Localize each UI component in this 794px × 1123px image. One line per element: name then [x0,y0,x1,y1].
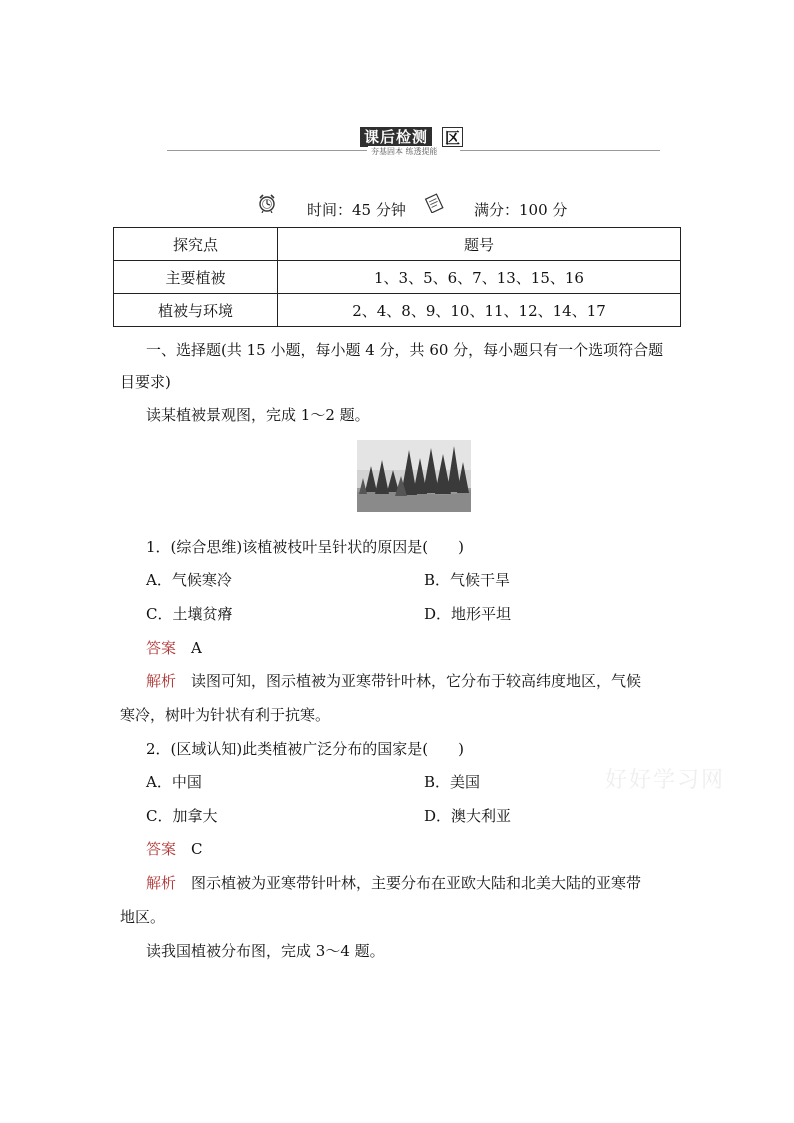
question-group-intro: 读某植被景观图，完成 1～2 题。 [146,406,370,424]
answer-label: 答案 [146,639,177,657]
table-cell: 主要植被 [114,261,278,294]
header-rule-right [460,150,660,151]
section-subtitle: 夯基固本 练透提能 [368,146,441,157]
section-instruction: 一、选择题(共 15 小题，每小题 4 分，共 60 分，每小题只有一个选项符合题 [146,341,664,359]
table-cell: 2、4、8、9、10、11、12、14、17 [278,294,681,327]
q2-option-b: B．美国 [424,773,481,791]
exam-paper-icon [424,193,444,213]
q2-analysis-cont: 地区。 [120,908,166,926]
answer-value: C [191,840,203,858]
q2-answer [146,838,203,859]
question-group-intro-2: 读我国植被分布图，完成 3～4 题。 [146,942,385,960]
full-score: 满分：100 分 [474,201,568,219]
answer-label: 答案 [146,840,177,858]
analysis-label: 解析 [146,672,177,690]
q1-option-c: C．土壤贫瘠 [146,605,233,623]
analysis-label: 解析 [146,874,177,892]
section-badge-tail: 区 [442,127,463,147]
section-instruction-cont: 目要求) [120,373,171,391]
q1-answer [146,637,202,658]
coniferous-forest-photo [357,440,471,512]
q1-analysis [146,670,641,691]
table-header-cell: 题号 [278,228,681,261]
table-cell: 植被与环境 [114,294,278,327]
question-1-stem: 1．(综合思维)该植被枝叶呈针状的原因是( ) [146,538,464,556]
q1-analysis-cont: 寒冷，树叶为针状有利于抗寒。 [120,706,331,724]
table-cell: 1、3、5、6、7、13、15、16 [278,261,681,294]
q1-option-b: B．气候干旱 [424,571,511,589]
table-header-cell: 探究点 [114,228,278,261]
q2-option-a: A．中国 [146,773,202,791]
q1-option-a: A．气候寒冷 [146,571,232,589]
topic-question-table [113,227,681,327]
watermark: 好好学习网 [605,768,726,793]
answer-value: A [191,639,202,657]
table-row [114,294,681,327]
table-header-row [114,228,681,261]
header-rule-left [167,150,367,151]
alarm-clock-icon [257,193,277,213]
analysis-text: 图示植被为亚寒带针叶林，主要分布在亚欧大陆和北美大陆的亚寒带 [191,874,642,892]
q2-option-d: D．澳大利亚 [424,807,512,825]
time-limit: 时间：45 分钟 [307,201,406,219]
q2-analysis [146,872,641,893]
question-2-stem: 2．(区域认知)此类植被广泛分布的国家是( ) [146,740,464,758]
q1-option-d: D．地形平坦 [424,605,512,623]
section-badge: 课后检测 [360,127,432,147]
table-row [114,261,681,294]
analysis-text: 读图可知，图示植被为亚寒带针叶林，它分布于较高纬度地区，气候 [191,672,642,690]
q2-option-c: C．加拿大 [146,807,218,825]
